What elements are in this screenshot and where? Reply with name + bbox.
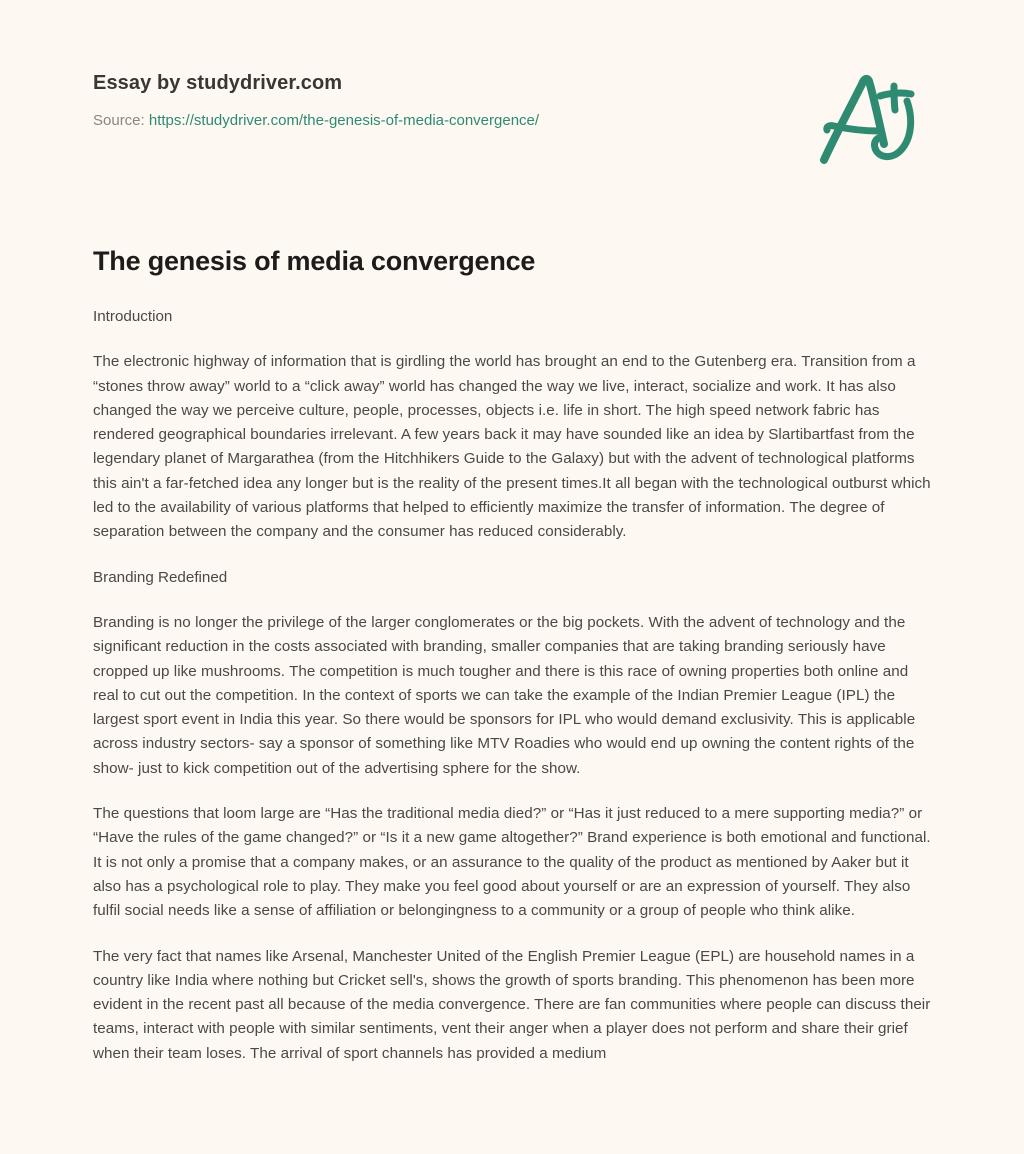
section-label-introduction: Introduction xyxy=(93,308,173,325)
paragraph: The questions that loom large are “Has the traditional media died?” or “Has it just reduced to a mere supporting media?” or “Have the rules of the game changed?” or “Is it a new game altogether?” Brand experience is both emotional and functional. It is not only a promise that a company makes, or an assurance to the quality of the product as mentioned by Aaker but it also has a psychological role to play. They make you feel good about yourself or are an expression of yourself. They also fulfil social needs like a sense of affiliation or belongingness to a community or a group of people who think alike. xyxy=(93,805,931,920)
paragraph: The electronic highway of information that is girdling the world has brought an end to the Gutenberg era. Transition from a “stones throw away” world to a “click away” world has changed the way we live, interact, socialize and work. It has also changed the way we perceive culture, people, processes, objects i.e. life in short. The high speed network fabric has rendered geographical boundaries irrelevant. A few years back it may have sounded like an idea by Slartibartfast from the legendary planet of Margarathea (from the Hitchhikers Guide to the Galaxy) but with the advent of technological platforms this ain't a far-fetched idea any longer but is the reality of the present times.It all began with the technological outburst which led to the availability of various platforms that helped to efficiently maximize the transfer of information. The degree of separation between the company and the consumer has reduced considerably. xyxy=(93,353,931,541)
a-plus-logo[interactable] xyxy=(812,68,924,168)
article-body xyxy=(93,305,933,1066)
brand-block xyxy=(93,70,539,131)
document-header xyxy=(0,0,1024,200)
source-line xyxy=(93,111,539,131)
section-label-branding-redefined: Branding Redefined xyxy=(93,568,228,586)
source-label: Source: xyxy=(93,112,145,129)
brand-title: Essay by studydriver.com xyxy=(93,72,343,94)
page-title: The genesis of media convergence xyxy=(93,246,536,276)
paragraph: The very fact that names like Arsenal, Manchester United of the English Premier League (EPL) are household names in a country like India where nothing but Cricket sell's, shows the growth of sports branding. This phenomenon has been more evident in the recent past all because of the media convergence. There are fan communities where people can discuss their teams, interact with people with similar sentiments, vent their anger when a player does not perform and share their grief when their team loses. The arrival of sport channels has provided a medium xyxy=(93,947,931,1062)
paragraph: Branding is no longer the privilege of the larger conglomerates or the big pockets. With the advent of technology and the significant reduction in the costs associated with branding, smaller companies that are taking branding seriously have cropped up like mushrooms. The competition is much tougher and there is this race of owning properties both online and real to cut out the competition. In the context of sports we can take the example of the Indian Premier League (IPL) the largest sport event in India this year. So there would be sponsors for IPL who would demand exclusivity. This is applicable across industry sectors- say a sponsor of something like MTV Roadies who would end up owning the content rights of the show- just to kick competition out of the advertising sphere for the show. xyxy=(93,613,916,777)
article xyxy=(93,243,933,1066)
source-url-link[interactable]: https://studydriver.com/the-genesis-of-media-convergence/ xyxy=(148,112,540,129)
